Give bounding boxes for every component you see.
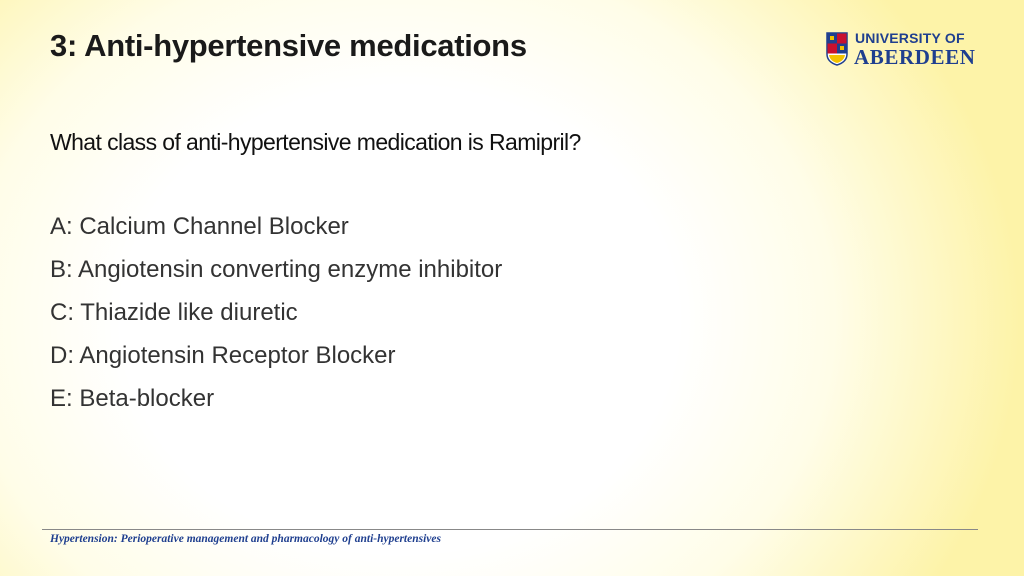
answer-options	[50, 208, 502, 423]
slide-title: 3: Anti-hypertensive medications	[50, 28, 527, 63]
crest-icon	[826, 32, 848, 66]
option-e: E: Beta-blocker	[50, 385, 215, 412]
logo-text-university-of: UNIVERSITY OF	[855, 30, 965, 46]
option-c: C: Thiazide like diuretic	[50, 299, 298, 326]
logo-text-aberdeen: ABERDEEN	[854, 45, 976, 69]
footer-text: Hypertension: Perioperative management and pharmacology of anti-hypertensives	[50, 533, 441, 545]
option-a: A: Calcium Channel Blocker	[50, 213, 349, 240]
option-b: B: Angiotensin converting enzyme inhibitor	[50, 256, 503, 283]
university-logo	[826, 30, 982, 70]
option-d: D: Angiotensin Receptor Blocker	[50, 342, 396, 369]
footer-divider	[42, 529, 978, 530]
question-text: What class of anti-hypertensive medication is Ramipril?	[50, 129, 581, 155]
